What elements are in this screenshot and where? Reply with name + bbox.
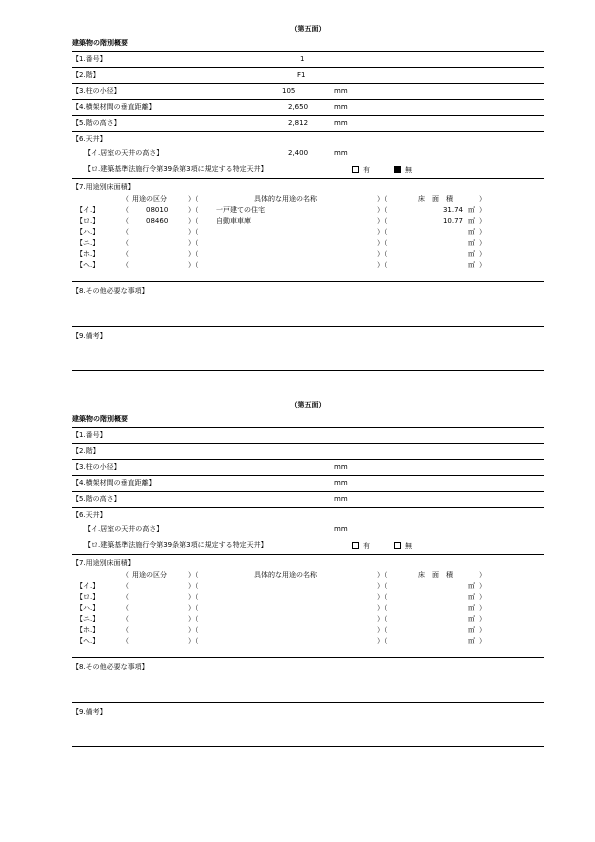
usage-row-unit: ㎡: [468, 626, 475, 634]
paren-open: （: [122, 261, 129, 269]
usage-row-unit: ㎡: [468, 604, 475, 612]
column-diameter-label: 【3.柱の小径】: [72, 87, 121, 95]
col-floor-area: 床 面 積: [418, 571, 453, 579]
rule-line: [72, 131, 544, 132]
paren-close: ）（: [377, 593, 388, 601]
option-yes-label: 有: [363, 542, 370, 550]
checkbox-icon: [394, 166, 401, 173]
column-diameter-label: 【3.柱の小径】: [72, 463, 121, 471]
beam-distance-value: 2,650: [288, 103, 309, 111]
paren-close: ）: [479, 261, 486, 269]
floor-summary-section-1: [72, 26, 544, 406]
paren-close: ）（: [188, 571, 199, 579]
section-heading: 建築物の階別概要: [72, 39, 128, 47]
rule-line: [72, 507, 544, 508]
floor-summary-section-2: [72, 402, 544, 782]
rule-line: [72, 702, 544, 703]
paren-close: ）: [479, 626, 486, 634]
paren-close: ）（: [377, 604, 388, 612]
ceiling-label: 【6.天井】: [72, 511, 107, 519]
col-usage-code: 用途の区分: [132, 195, 167, 203]
special-ceiling-yes[interactable]: [352, 166, 370, 174]
ceiling-label: 【6.天井】: [72, 135, 107, 143]
paren-close: ）: [479, 615, 486, 623]
paren-close: ）（: [188, 217, 199, 225]
paren-close: ）（: [377, 217, 388, 225]
paren-close: ）: [479, 593, 486, 601]
floor-height-label: 【5.階の高さ】: [72, 495, 121, 503]
floor-label: 【2.階】: [72, 71, 100, 79]
paren-close: ）（: [188, 615, 199, 623]
paren-open: （: [122, 239, 129, 247]
beam-distance-label: 【4.横架材間の垂直距離】: [72, 103, 156, 111]
paren-close: ）: [479, 195, 486, 203]
special-ceiling-no[interactable]: [394, 542, 412, 550]
col-usage-code: 用途の区分: [132, 571, 167, 579]
usage-row-mark: 【ニ.】: [76, 239, 100, 247]
checkbox-icon: [394, 542, 401, 549]
paren-open: （: [122, 195, 129, 203]
rule-line: [72, 657, 544, 658]
usage-row-area: 10.77: [442, 217, 463, 225]
special-ceiling-no[interactable]: [394, 166, 412, 174]
paren-open: （: [122, 582, 129, 590]
paren-close: ）: [479, 239, 486, 247]
paren-close: ）（: [377, 250, 388, 258]
usage-row-mark: 【ホ.】: [76, 250, 100, 258]
usage-row-code: 08460: [146, 217, 169, 225]
usage-row-name: 一戸建ての住宅: [216, 206, 265, 214]
paren-open: （: [122, 637, 129, 645]
floor-number-label: 【1.番号】: [72, 431, 107, 439]
paren-close: ）（: [188, 582, 199, 590]
rule-line: [72, 51, 544, 52]
paren-close: ）（: [377, 615, 388, 623]
usage-area-label: 【7.用途別床面積】: [72, 559, 135, 567]
floor-height-unit: mm: [334, 119, 348, 127]
rule-line: [72, 326, 544, 327]
beam-distance-label: 【4.横架材間の垂直距離】: [72, 479, 156, 487]
ceiling-height-value: 2,400: [288, 149, 309, 157]
usage-row-unit: ㎡: [468, 228, 475, 236]
ceiling-height-label: 【イ.居室の天井の高さ】: [84, 525, 164, 533]
paren-close: ）（: [377, 582, 388, 590]
paren-close: ）（: [377, 571, 388, 579]
usage-row-code: 08010: [146, 206, 169, 214]
usage-row-mark: 【ロ.】: [76, 593, 100, 601]
floor-value: F1: [297, 71, 306, 79]
form-title: （第五面）: [290, 401, 326, 409]
usage-row-name: 自動車車庫: [216, 217, 251, 225]
paren-close: ）（: [188, 626, 199, 634]
rule-line: [72, 475, 544, 476]
usage-row-mark: 【ハ.】: [76, 604, 100, 612]
paren-close: ）（: [188, 195, 199, 203]
paren-close: ）（: [188, 604, 199, 612]
paren-close: ）: [479, 637, 486, 645]
checkbox-icon: [352, 166, 359, 173]
paren-close: ）（: [377, 261, 388, 269]
paren-close: ）（: [188, 206, 199, 214]
other-matters-label: 【8.その他必要な事項】: [72, 287, 149, 295]
paren-open: （: [122, 593, 129, 601]
rule-line: [72, 443, 544, 444]
paren-close: ）（: [188, 239, 199, 247]
column-diameter-unit: mm: [334, 463, 348, 471]
paren-close: ）: [479, 571, 486, 579]
paren-close: ）: [479, 228, 486, 236]
usage-row-mark: 【イ.】: [76, 582, 100, 590]
usage-row-mark: 【ヘ.】: [76, 261, 100, 269]
rule-line: [72, 115, 544, 116]
paren-close: ）（: [377, 637, 388, 645]
rule-line: [72, 83, 544, 84]
usage-row-mark: 【イ.】: [76, 206, 100, 214]
other-matters-label: 【8.その他必要な事項】: [72, 663, 149, 671]
col-floor-area: 床 面 積: [418, 195, 453, 203]
special-ceiling-yes[interactable]: [352, 542, 370, 550]
beam-distance-unit: mm: [334, 103, 348, 111]
usage-row-unit: ㎡: [468, 250, 475, 258]
special-ceiling-label: 【ロ.建築基準法施行令第39条第3項に規定する特定天井】: [84, 165, 268, 173]
paren-close: ）（: [377, 626, 388, 634]
floor-number-value: 1: [300, 55, 305, 63]
paren-open: （: [122, 626, 129, 634]
rule-line: [72, 746, 544, 747]
paren-close: ）: [479, 217, 486, 225]
section-heading: 建築物の階別概要: [72, 415, 128, 423]
paren-close: ）（: [377, 206, 388, 214]
rule-line: [72, 491, 544, 492]
paren-close: ）: [479, 250, 486, 258]
paren-close: ）: [479, 206, 486, 214]
usage-row-unit: ㎡: [468, 206, 475, 214]
rule-line: [72, 554, 544, 555]
rule-line: [72, 99, 544, 100]
usage-row-unit: ㎡: [468, 593, 475, 601]
rule-line: [72, 281, 544, 282]
paren-close: ）（: [377, 228, 388, 236]
remarks-label: 【9.備考】: [72, 332, 107, 340]
usage-row-mark: 【ハ.】: [76, 228, 100, 236]
form-title: （第五面）: [290, 25, 326, 33]
paren-close: ）（: [377, 195, 388, 203]
rule-line: [72, 67, 544, 68]
option-no-label: 無: [405, 542, 412, 550]
ceiling-height-unit: mm: [334, 149, 348, 157]
paren-close: ）（: [188, 228, 199, 236]
checkbox-icon: [352, 542, 359, 549]
rule-line: [72, 370, 544, 371]
remarks-label: 【9.備考】: [72, 708, 107, 716]
floor-height-value: 2,812: [288, 119, 309, 127]
usage-row-unit: ㎡: [468, 261, 475, 269]
paren-close: ）（: [188, 250, 199, 258]
usage-row-unit: ㎡: [468, 239, 475, 247]
usage-row-unit: ㎡: [468, 217, 475, 225]
rule-line: [72, 459, 544, 460]
col-usage-name: 具体的な用途の名称: [254, 571, 317, 579]
paren-close: ）（: [188, 261, 199, 269]
usage-row-unit: ㎡: [468, 582, 475, 590]
col-usage-name: 具体的な用途の名称: [254, 195, 317, 203]
special-ceiling-label: 【ロ.建築基準法施行令第39条第3項に規定する特定天井】: [84, 541, 268, 549]
paren-close: ）: [479, 604, 486, 612]
paren-open: （: [122, 571, 129, 579]
paren-close: ）: [479, 582, 486, 590]
usage-row-mark: 【ホ.】: [76, 626, 100, 634]
paren-open: （: [122, 228, 129, 236]
usage-row-unit: ㎡: [468, 637, 475, 645]
column-diameter-value: 105: [282, 87, 296, 95]
ceiling-height-unit: mm: [334, 525, 348, 533]
paren-close: ）（: [188, 637, 199, 645]
option-no-label: 無: [405, 166, 412, 174]
column-diameter-unit: mm: [334, 87, 348, 95]
ceiling-height-label: 【イ.居室の天井の高さ】: [84, 149, 164, 157]
rule-line: [72, 427, 544, 428]
paren-open: （: [122, 250, 129, 258]
usage-row-mark: 【ヘ.】: [76, 637, 100, 645]
floor-number-label: 【1.番号】: [72, 55, 107, 63]
usage-row-unit: ㎡: [468, 615, 475, 623]
usage-row-mark: 【ロ.】: [76, 217, 100, 225]
paren-open: （: [122, 217, 129, 225]
usage-row-area: 31.74: [442, 206, 463, 214]
floor-height-label: 【5.階の高さ】: [72, 119, 121, 127]
option-yes-label: 有: [363, 166, 370, 174]
usage-row-mark: 【ニ.】: [76, 615, 100, 623]
paren-close: ）（: [188, 593, 199, 601]
paren-close: ）（: [377, 239, 388, 247]
paren-open: （: [122, 206, 129, 214]
paren-open: （: [122, 604, 129, 612]
paren-open: （: [122, 615, 129, 623]
floor-label: 【2.階】: [72, 447, 100, 455]
beam-distance-unit: mm: [334, 479, 348, 487]
floor-height-unit: mm: [334, 495, 348, 503]
rule-line: [72, 178, 544, 179]
usage-area-label: 【7.用途別床面積】: [72, 183, 135, 191]
